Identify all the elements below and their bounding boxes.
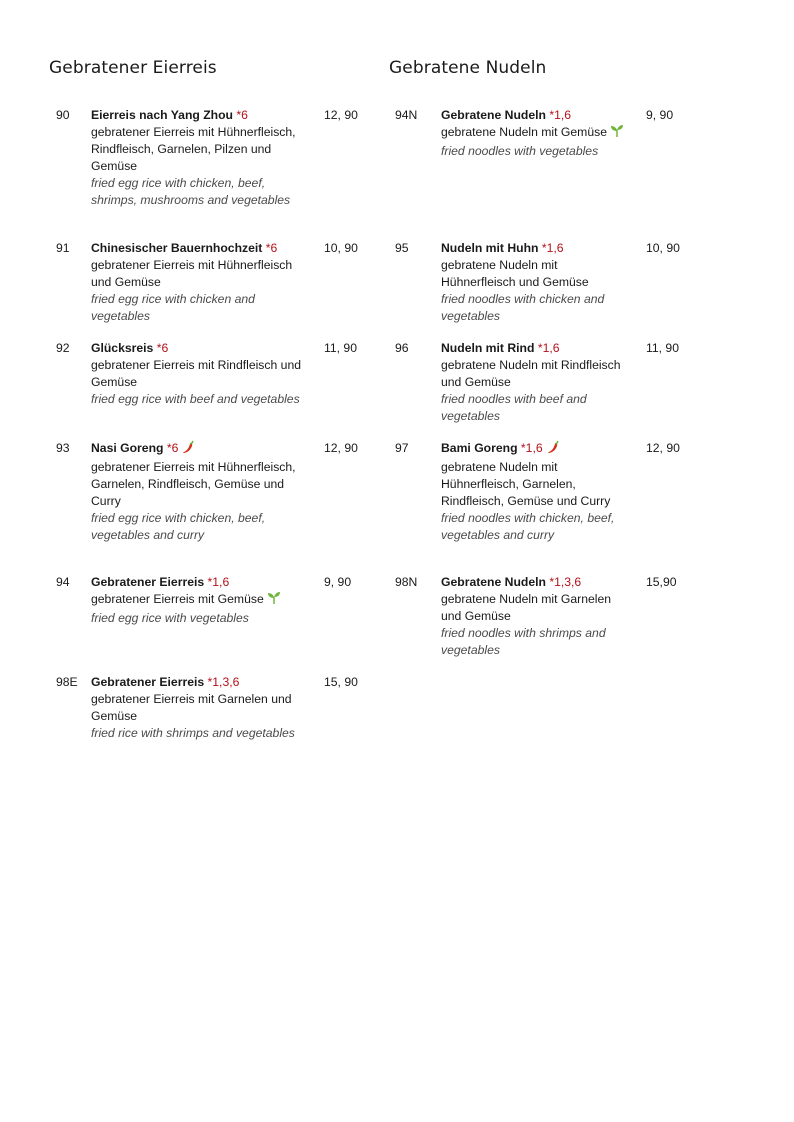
allergen-codes: *1,3,6: [549, 575, 582, 589]
german-text: gebratener Eierreis mit Garnelen und Gemüse: [91, 692, 292, 723]
german-text: gebratener Eierreis mit Rindfleisch und Gemüse: [91, 358, 301, 389]
chili-pepper-icon: [546, 440, 560, 459]
allergen-codes: *6: [156, 341, 169, 355]
item-description: [91, 574, 301, 627]
chili-pepper-icon: [181, 440, 195, 459]
german-description: [441, 459, 626, 510]
item-price: 11, 90: [324, 341, 357, 355]
item-price: 15, 90: [324, 675, 358, 689]
german-text: gebratener Eierreis mit Hühnerfleisch und Gemüse: [91, 258, 293, 289]
item-price: 9, 90: [324, 575, 352, 589]
item-description: [441, 107, 626, 160]
allergen-codes: *1,6: [520, 441, 543, 455]
item-name: Chinesischer Bauernhochzeit: [91, 241, 263, 255]
item-name: Bami Goreng: [441, 441, 518, 455]
allergen-codes: *6: [236, 108, 248, 122]
german-text: gebratene Nudeln mit Rindfleisch und Gemüse: [441, 358, 621, 389]
item-title-line: [441, 440, 626, 459]
item-description: [91, 440, 301, 544]
item-number: 97: [395, 441, 409, 455]
left-section-title: Gebratener Eierreis: [49, 58, 217, 78]
allergen-codes: *1,6: [207, 575, 230, 589]
item-title-line: [441, 340, 626, 357]
item-title-line: [91, 240, 301, 257]
german-text: gebratener Eierreis mit Hühnerfleisch, Garnelen, Rindfleisch, Gemüse und Curry: [91, 460, 296, 508]
english-description: fried noodles with chicken, beef, vegetables and curry: [441, 511, 615, 542]
item-price: 12, 90: [646, 441, 680, 455]
item-number: 91: [56, 241, 70, 255]
item-number: 98E: [56, 675, 78, 689]
item-number: 93: [56, 441, 70, 455]
german-text: gebratener Eierreis mit Gemüse: [91, 592, 264, 606]
item-description: [91, 240, 301, 325]
item-name: Nudeln mit Rind: [441, 341, 535, 355]
german-description: [91, 691, 301, 725]
english-description: fried egg rice with chicken, beef, shrimps, mushrooms and vegetables: [91, 176, 291, 207]
item-description: [91, 107, 301, 209]
item-number: 95: [395, 241, 409, 255]
allergen-codes: *1,6: [537, 341, 560, 355]
item-price: 12, 90: [324, 441, 358, 455]
german-text: gebratene Nudeln mit Hühnerfleisch, Garnelen, Rindfleisch, Gemüse und Curry: [441, 460, 611, 508]
item-title-line: [441, 240, 626, 257]
german-description: [441, 357, 626, 391]
item-price: 10, 90: [324, 241, 358, 255]
item-number: 98N: [395, 575, 418, 589]
vegetarian-sprout-icon: [267, 591, 281, 610]
english-description: fried egg rice with beef and vegetables: [91, 392, 300, 406]
english-description: fried rice with shrimps and vegetables: [91, 726, 295, 740]
german-text: gebratene Nudeln mit Garnelen und Gemüse: [441, 592, 612, 623]
allergen-codes: *6: [265, 241, 278, 255]
item-name: Nudeln mit Huhn: [441, 241, 539, 255]
item-price: 9, 90: [646, 108, 674, 122]
item-name: Glücksreis: [91, 341, 154, 355]
right-section-title: Gebratene Nudeln: [389, 58, 547, 78]
english-description: fried egg rice with chicken, beef, vegetables and curry: [91, 511, 266, 542]
item-title-line: [91, 107, 301, 124]
item-number: 90: [56, 108, 70, 122]
german-description: [441, 257, 626, 291]
item-number: 96: [395, 341, 409, 355]
item-name: Nasi Goreng: [91, 441, 164, 455]
german-text: gebratene Nudeln mit Hühnerfleisch und Gemüse: [441, 258, 589, 289]
item-description: [441, 340, 626, 425]
item-name: Gebratener Eierreis: [91, 575, 205, 589]
item-description: [91, 674, 301, 742]
item-description: [441, 574, 626, 659]
english-description: fried noodles with vegetables: [441, 144, 599, 158]
item-description: [441, 440, 626, 544]
item-name: Eierreis nach Yang Zhou: [91, 108, 234, 122]
item-name: Gebratene Nudeln: [441, 575, 546, 589]
english-description: fried noodles with beef and vegetables: [441, 392, 587, 423]
vegetarian-sprout-icon: [610, 124, 624, 143]
german-description: [441, 124, 626, 143]
item-title-line: [441, 574, 626, 591]
german-description: [441, 591, 626, 625]
item-number: 94: [56, 575, 70, 589]
item-price: 15,90: [646, 575, 677, 589]
item-title-line: [91, 340, 301, 357]
german-description: [91, 257, 301, 291]
english-description: fried egg rice with vegetables: [91, 611, 249, 625]
allergen-codes: *1,6: [541, 241, 564, 255]
item-price: 12, 90: [324, 108, 358, 122]
item-title-line: [91, 674, 301, 691]
english-description: fried noodles with chicken and vegetables: [441, 292, 605, 323]
allergen-codes: *1,3,6: [207, 675, 240, 689]
item-number: 92: [56, 341, 70, 355]
item-description: [441, 240, 626, 325]
item-title-line: [91, 574, 301, 591]
item-name: Gebratener Eierreis: [91, 675, 205, 689]
item-price: 10, 90: [646, 241, 680, 255]
allergen-codes: *6: [166, 441, 179, 455]
item-title-line: [441, 107, 626, 124]
german-description: [91, 459, 301, 510]
german-description: [91, 357, 301, 391]
item-price: 11, 90: [646, 341, 679, 355]
german-description: [91, 124, 301, 175]
english-description: fried egg rice with chicken and vegetables: [91, 292, 255, 323]
german-description: [91, 591, 301, 610]
item-name: Gebratene Nudeln: [441, 108, 546, 122]
item-number: 94N: [395, 108, 418, 122]
item-description: [91, 340, 301, 408]
english-description: fried noodles with shrimps and vegetables: [441, 626, 606, 657]
allergen-codes: *1,6: [549, 108, 572, 122]
item-title-line: [91, 440, 301, 459]
german-text: gebratene Nudeln mit Gemüse: [441, 125, 607, 139]
german-text: gebratener Eierreis mit Hühnerfleisch, Rindfleisch, Garnelen, Pilzen und Gemüse: [91, 125, 296, 173]
